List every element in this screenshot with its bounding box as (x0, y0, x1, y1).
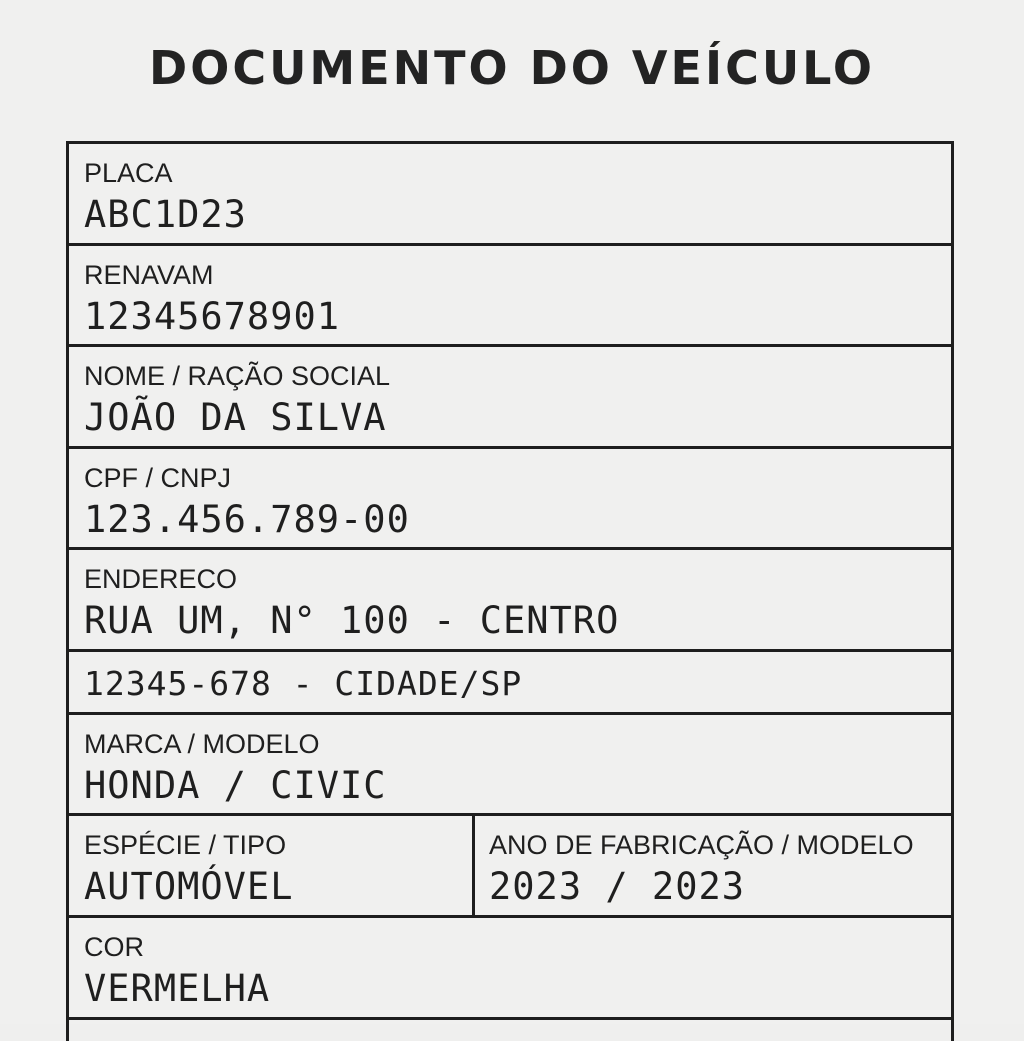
endereco-value: RUA UM, N° 100 - CENTRO (84, 599, 620, 642)
placa-label: PLACA (84, 158, 173, 188)
nome-value: JOÃO DA SILVA (84, 396, 387, 439)
renavam-value: 12345678901 (84, 295, 341, 338)
endereco-label: ENDERECO (84, 564, 238, 594)
ano-label: ANO DE FABRICAÇÃO / MODELO (489, 830, 914, 860)
cor-value: VERMELHA (84, 967, 271, 1010)
field-especie-ano-row (69, 816, 954, 918)
especie-value: AUTOMÓVEL (84, 865, 294, 908)
field-nome (69, 347, 954, 449)
document-title: DOCUMENTO DO VEÍCULO (149, 41, 875, 95)
field-especie (69, 816, 473, 915)
cor-label: COR (84, 932, 144, 962)
field-cpf (69, 449, 954, 550)
field-cor (69, 918, 954, 1020)
field-marca-modelo (69, 715, 954, 816)
renavam-label: RENAVAM (84, 260, 214, 290)
placa-value: ABC1D23 (84, 193, 247, 236)
marca-label: MARCA / MODELO (84, 729, 320, 759)
field-cep-cidade (69, 652, 954, 715)
marca-value: HONDA / CIVIC (84, 764, 387, 807)
field-endereco (69, 550, 954, 652)
ano-value: 2023 / 2023 (489, 865, 746, 908)
especie-label: ESPÉCIE / TIPO (84, 830, 287, 860)
vehicle-form (66, 141, 954, 1041)
field-ano (475, 816, 954, 915)
cep-cidade-value: 12345-678 - CIDADE/SP (84, 664, 523, 703)
cpf-value: 123.456.789-00 (84, 498, 410, 541)
nome-label: NOME / RAÇÃO SOCIAL (84, 361, 391, 391)
cpf-label: CPF / CNPJ (84, 463, 232, 493)
field-placa (69, 144, 954, 246)
field-renavam (69, 246, 954, 347)
